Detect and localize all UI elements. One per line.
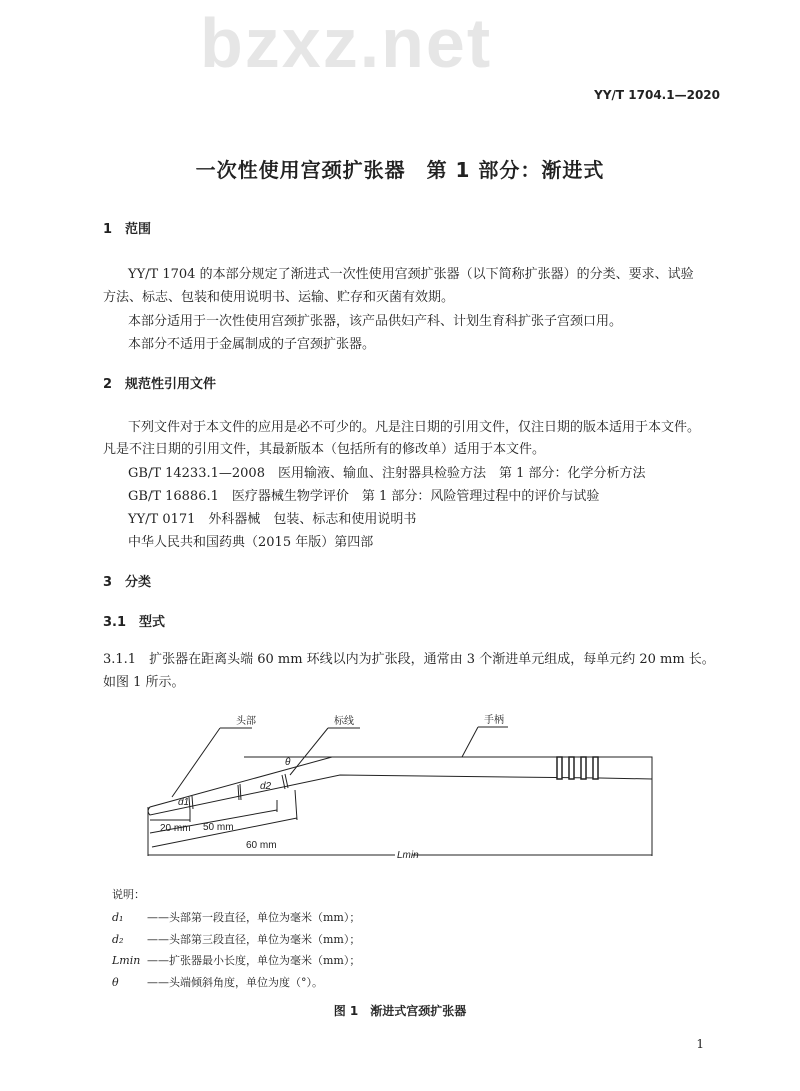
- legend-text: ——头部第一段直径，单位为毫米（mm）；: [147, 911, 361, 924]
- section-3-heading: 3 分类: [103, 575, 152, 590]
- figure-caption: 图 1 渐进式宫颈扩张器: [333, 1004, 467, 1018]
- mark-line-leader: [290, 728, 360, 775]
- label-handle: 手柄: [484, 715, 504, 726]
- paragraph-line: YY/T 1704 的本部分规定了渐进式一次性使用宫颈扩张器（以下简称扩张器）的分类、要求、试验: [128, 267, 694, 282]
- label-theta: θ: [285, 757, 291, 768]
- legend-symbol: d₂: [112, 933, 124, 946]
- watermark: bzxz.net: [200, 4, 493, 82]
- page-title: 一次性使用宫颈扩张器 第 1 部分：渐进式: [195, 158, 605, 182]
- dimension-extension-lines: [148, 779, 652, 856]
- label-head: 头部: [236, 716, 256, 727]
- section-1-heading: 1 范围: [103, 222, 152, 237]
- paragraph-line: 如图 1 所示。: [103, 675, 185, 690]
- label-50mm: 50 mm: [203, 822, 234, 833]
- reference-item: 中华人民共和国药典（2015 年版）第四部: [128, 535, 374, 550]
- legend-symbol: Lmin: [112, 954, 141, 967]
- page-number: 1: [696, 1037, 704, 1051]
- label-60mm: 60 mm: [246, 840, 277, 851]
- legend-text: ——头端倾斜角度，单位为度（°）。: [147, 976, 323, 989]
- paragraph-line: 凡是不注日期的引用文件，其最新版本（包括所有的修改单）适用于本文件。: [103, 442, 546, 457]
- section-3-1-heading: 3.1 型式: [103, 615, 166, 630]
- legend-symbol: θ: [112, 976, 119, 989]
- grip-rings: [557, 757, 598, 779]
- label-lmin: Lmin: [397, 850, 419, 861]
- section-2-heading: 2 规范性引用文件: [103, 377, 217, 392]
- handle-leader-line: [462, 727, 508, 757]
- reference-item: YY/T 0171 外科器械 包装、标志和使用说明书: [128, 512, 417, 527]
- reference-item: GB/T 14233.1—2008 医用输液、输血、注射器具检验方法 第 1 部分：化学分析方法: [128, 466, 646, 481]
- paragraph-line: 本部分不适用于金属制成的子宫颈扩张器。: [128, 337, 376, 352]
- paragraph-line: 本部分适用于一次性使用宫颈扩张器，该产品供妇产科、计划生育科扩张子宫颈口用。: [128, 314, 623, 329]
- dilator-outline: [148, 757, 652, 815]
- legend-symbol: d₁: [112, 911, 124, 924]
- legend-title: 说明：: [112, 888, 145, 901]
- label-d2: d2: [260, 781, 272, 792]
- reference-item: GB/T 16886.1 医疗器械生物学评价 第 1 部分：风险管理过程中的评价与试验: [128, 489, 600, 504]
- legend-text: ——头部第三段直径，单位为毫米（mm）；: [147, 933, 361, 946]
- label-d1: d1: [178, 797, 190, 808]
- label-mark-line: 标线: [334, 716, 354, 727]
- paragraph-line: 下列文件对于本文件的应用是必不可少的。凡是注日期的引用文件，仅注日期的版本适用于本文件。: [128, 420, 701, 435]
- paragraph-line: 方法、标志、包装和使用说明书、运输、贮存和灭菌有效期。: [103, 290, 455, 305]
- paragraph-line: 3.1.1 扩张器在距离头端 60 mm 环线以内为扩张段，通常由 3 个渐进单元组成，每单元约 20 mm 长。: [103, 652, 715, 667]
- doc-number: YY/T 1704.1—2020: [594, 88, 720, 102]
- legend-text: ——扩张器最小长度，单位为毫米（mm）；: [147, 954, 361, 967]
- label-20mm: 20 mm: [160, 823, 191, 834]
- dimension-lines: [150, 790, 297, 847]
